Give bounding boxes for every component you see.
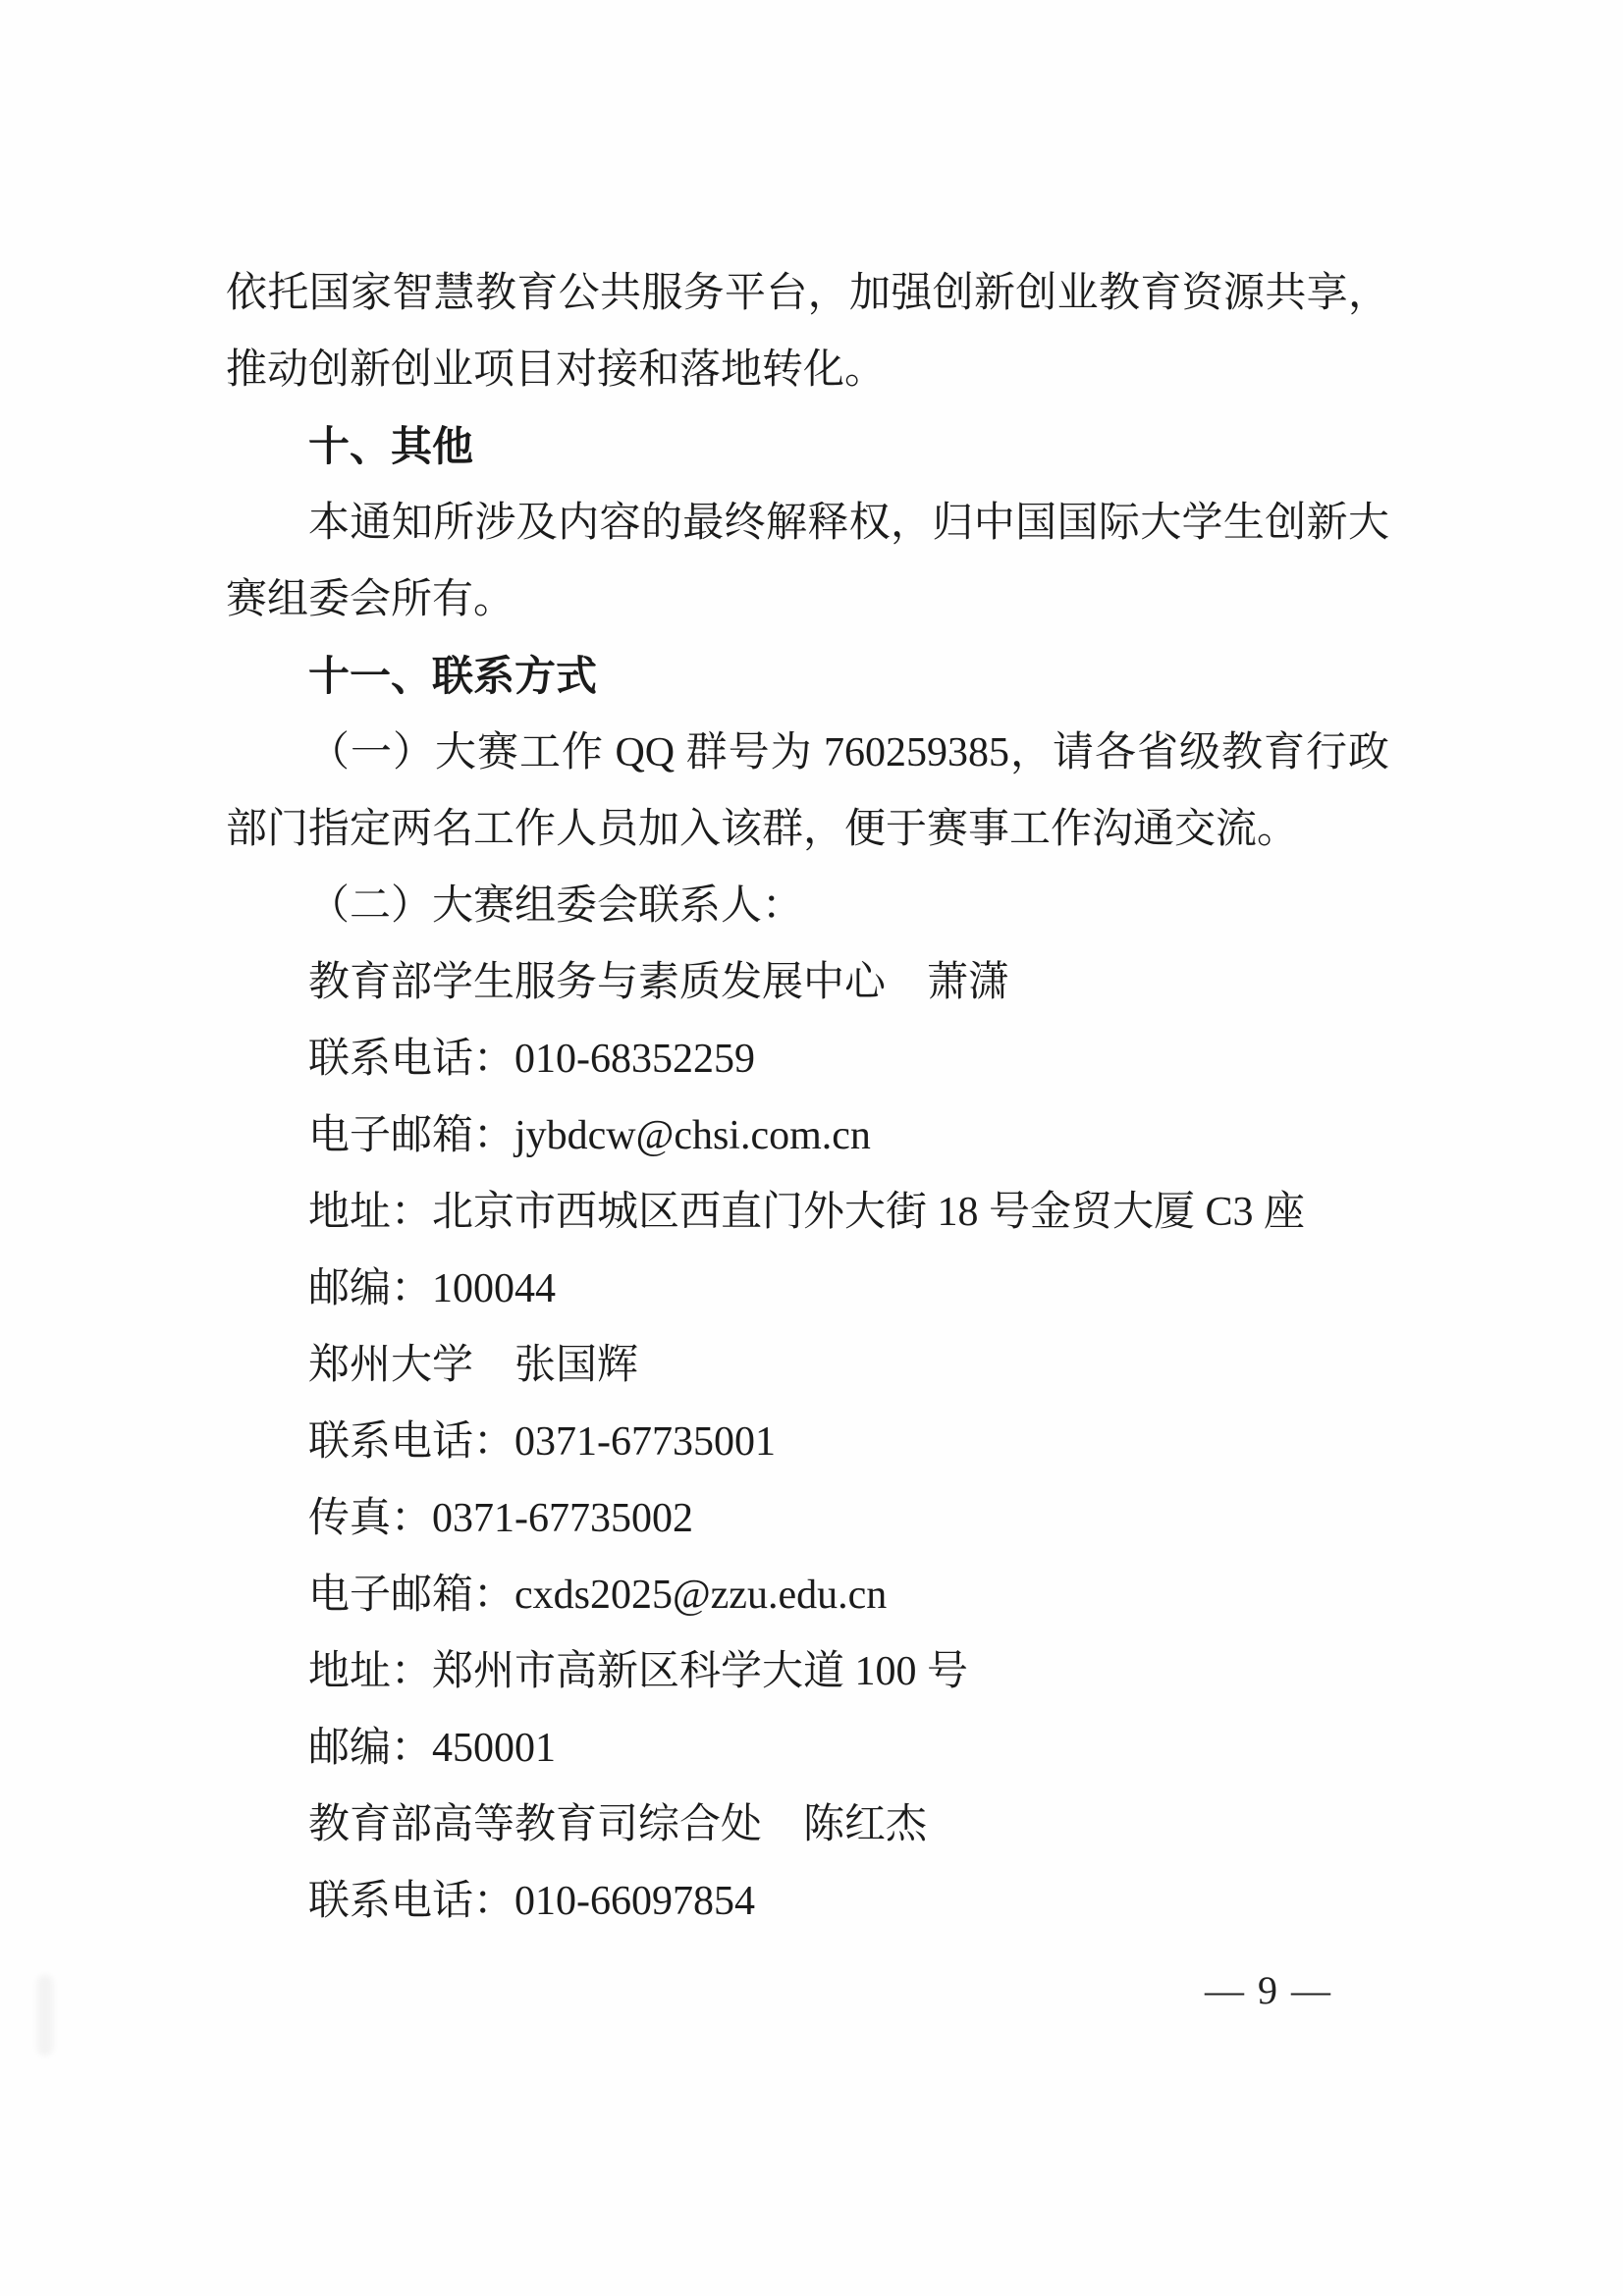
text-line: 传真：0371-67735002: [308, 1496, 693, 1541]
text-line: 教育部学生服务与素质发展中心 萧潇: [308, 960, 1010, 1005]
text-line: 联系电话：0371-67735001: [308, 1419, 776, 1465]
text-line: 推动创新创业项目对接和落地转化。: [226, 347, 887, 393]
text-line: 邮编：450001: [308, 1726, 557, 1771]
section-heading: 十、其他: [308, 423, 474, 469]
page-number: — 9 —: [1205, 1968, 1332, 2012]
text-line: 本通知所涉及内容的最终解释权，归中国国际大学生创新大: [308, 501, 1389, 546]
text-line: 依托国家智慧教育公共服务平台，加强创新创业教育资源共享，: [226, 271, 1389, 316]
text-line: 联系电话：010-66097854: [308, 1879, 755, 1924]
text-line: （一）大赛工作 QQ 群号为 760259385，请各省级教育行政: [308, 730, 1389, 775]
section-heading: 十一、联系方式: [308, 653, 598, 699]
text-line: 赛组委会所有。: [226, 577, 515, 622]
text-line: 邮编：100044: [308, 1266, 557, 1311]
text-line: 联系电话：010-68352259: [308, 1037, 755, 1082]
text-line: 教育部高等教育司综合处 陈红杰: [308, 1802, 928, 1847]
text-line: 郑州大学 张国辉: [308, 1343, 639, 1388]
text-line: 地址：郑州市高新区科学大道 100 号: [308, 1649, 969, 1694]
text-line: （二）大赛组委会联系人：: [308, 883, 804, 929]
text-line: 部门指定两名工作人员加入该群，便于赛事工作沟通交流。: [226, 807, 1299, 852]
scan-artifact: [37, 1975, 53, 2056]
text-line: 地址：北京市西城区西直门外大街 18 号金贸大厦 C3 座: [308, 1190, 1306, 1235]
text-line: 电子邮箱：cxds2025@zzu.edu.cn: [308, 1573, 888, 1618]
document-body: [226, 255, 1389, 1940]
text-line: 电子邮箱：jybdcw@chsi.com.cn: [308, 1113, 871, 1158]
